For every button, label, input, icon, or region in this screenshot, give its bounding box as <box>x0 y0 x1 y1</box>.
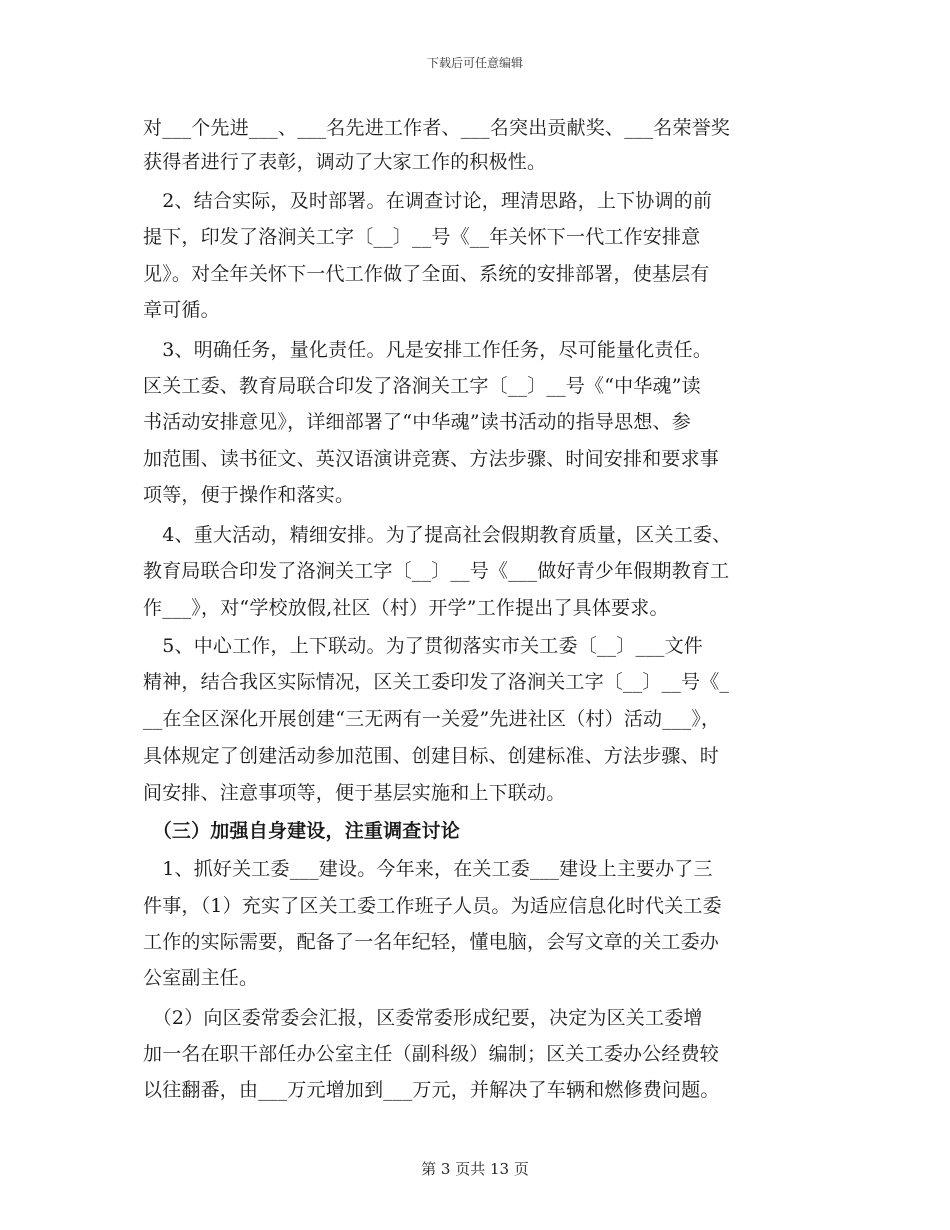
text-line: 4、重大活动，精细安排。为了提高社会假期教育质量，区关工委、 <box>143 524 732 546</box>
text-line: 具体规定了创建活动参加范围、创建目标、创建标准、方法步骤、时 <box>143 745 720 767</box>
text-line: 1、抓好关工委___建设。今年来，在关工委___建设上主要办了三 <box>143 858 713 880</box>
text-line: 项等，便于操作和落实。 <box>143 484 355 506</box>
text-line: 2、结合实际，及时部署。在调查讨论，理清思路，上下协调的前 <box>143 190 713 212</box>
text-line: 作___》，对“学校放假,社区（村）开学”工作提出了具体要求。 <box>143 597 669 619</box>
text-line: 提下，印发了洛涧关工字〔__〕__号《__年关怀下一代工作安排意 <box>143 226 701 248</box>
text-line: 件事，（1）充实了区关工委工作班子人员。为适应信息化时代关工委 <box>143 895 722 917</box>
text-line: 加范围、读书征文、英汉语演讲竞赛、方法步骤、时间安排和要求事 <box>143 448 720 470</box>
text-line: 加一名在职干部任办公室主任（副科级）编制；区关工委办公经费较 <box>143 1043 720 1065</box>
section-heading: （三）加强自身建设，注重调查讨论 <box>143 820 460 842</box>
text-line: 以往翻番，由___万元增加到___万元，并解决了车辆和燃修费问题。 <box>143 1079 720 1101</box>
text-line: 5、中心工作，上下联动。为了贯彻落实市关工委〔__〕___文件 <box>143 635 703 657</box>
text-line: 精神，结合我区实际情况，区关工委印发了洛涧关工字〔__〕__号《_ <box>143 671 730 693</box>
text-line: （2）向区委常委会汇报，区委常委形成纪要，决定为区关工委增 <box>143 1007 703 1029</box>
text-line: 获得者进行了表彰，调动了大家工作的积极性。 <box>143 151 547 173</box>
text-line: 间安排、注意事项等，便于基层实施和上下联动。 <box>143 782 566 804</box>
text-line: 教育局联合印发了洛涧关工字〔__〕__号《___做好青少年假期教育工 <box>143 560 730 582</box>
text-line: __在全区深化开展创建“三无两有一关爱”先进社区（村）活动___》， <box>143 708 721 730</box>
text-line: 书活动安排意见》，详细部署了“中华魂”读书活动的指导思想、参 <box>143 411 691 433</box>
text-line: 章可循。 <box>143 299 220 321</box>
text-line: 见》。对全年关怀下一代工作做了全面、系统的安排部署，使基层有 <box>143 263 710 285</box>
page-footer: 第 3 页共 13 页 <box>421 1160 529 1178</box>
text-line: 3、明确任务，量化责任。凡是安排工作任务，尽可能量化责任。 <box>143 339 713 361</box>
text-line: 工作的实际需要，配备了一名年纪轻，懂电脑，会写文章的关工委办 <box>143 931 720 953</box>
text-line: 区关工委、教育局联合印发了洛涧关工字〔__〕__号《“中华魂”读 <box>143 375 701 397</box>
page-header: 下载后可任意编辑 <box>426 56 523 70</box>
text-line: 对___个先进___、___名先进工作者、___名突出贡献奖、___名荣誉奖 <box>143 117 731 139</box>
text-line: 公室副主任。 <box>143 967 259 989</box>
